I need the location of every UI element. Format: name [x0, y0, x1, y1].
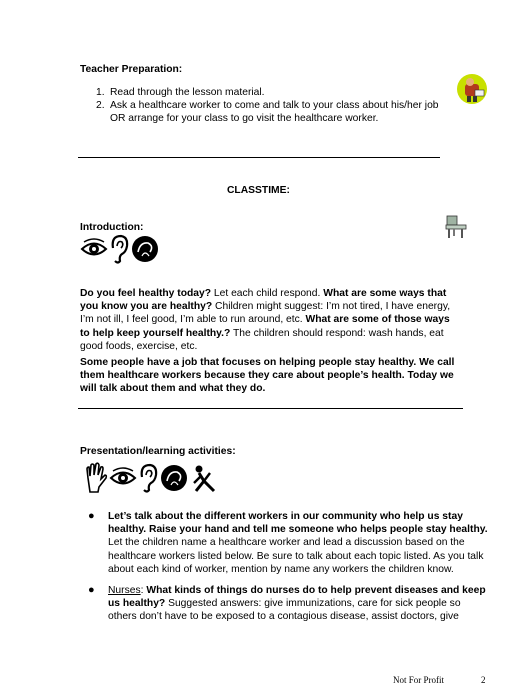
bullet-icon: ●	[88, 584, 95, 597]
hand-icon	[84, 462, 108, 494]
intro-paragraph-1: Do you feel healthy today? Let each child respond. What are some ways that you know you are healthy? Children might suggest: I’m not tired, I have energy, I’m not ill, I feel good, I’m able to run around, etc. What are some of those ways to help keep yourself healthy.? The children should respond: wash hands, eat good foods, exercise, etc.	[80, 288, 451, 352]
teacher-figure-icon	[455, 72, 489, 106]
head-icon	[159, 463, 189, 493]
list-item: 2. Ask a healthcare worker to come and talk to your class about his/her job OR arrange for your class to go visit the healthcare worker.	[96, 100, 439, 125]
ear-icon	[109, 234, 129, 264]
introduction-heading: Introduction:	[80, 222, 144, 233]
footer-text: Not For Profit	[393, 675, 445, 685]
page-number: 2	[481, 675, 486, 685]
teacher-prep-heading: Teacher Preparation:	[80, 64, 183, 75]
eye-icon	[109, 467, 137, 489]
divider	[78, 408, 463, 409]
intro-icon-row	[80, 233, 161, 265]
intro-paragraph-2: Some people have a job that focuses on helping people stay healthy. We call them healthcare workers because they care about people’s health. Today we will talk about them and what they do.	[80, 357, 455, 395]
classtime-heading: CLASSTIME:	[227, 185, 290, 196]
bullet-icon: ●	[88, 510, 95, 522]
presentation-bullets	[80, 510, 490, 632]
list-item: ● Let’s talk about the different workers in our community who help us stay healthy. Raise your hand and tell me someone who helps people stay healthy. Let the children name a healthcare worker and lead a discussion based on the healthcare workers listed below. Be sure to talk about each topic listed. As you talk about each kind of worker, mention by name any workers the children know.	[88, 510, 488, 575]
list-item: 1. Read through the lesson material.	[96, 87, 265, 98]
presentation-heading: Presentation/learning activities:	[80, 446, 236, 457]
divider	[78, 157, 440, 158]
list-item: ● Nurses: What kinds of things do nurses do to help prevent diseases and keep us healthy? Suggested answers: give immunizations, care for sick people so others don’t have to be exposed to a contagious disease, assist doctors, give	[88, 584, 486, 623]
eye-icon	[80, 238, 108, 260]
desk-icon	[444, 214, 468, 240]
presentation-icon-row	[84, 460, 221, 496]
ear-icon	[138, 463, 158, 493]
head-icon	[130, 234, 160, 264]
stretching-figure-icon	[190, 463, 220, 493]
teacher-prep-list	[80, 86, 450, 126]
